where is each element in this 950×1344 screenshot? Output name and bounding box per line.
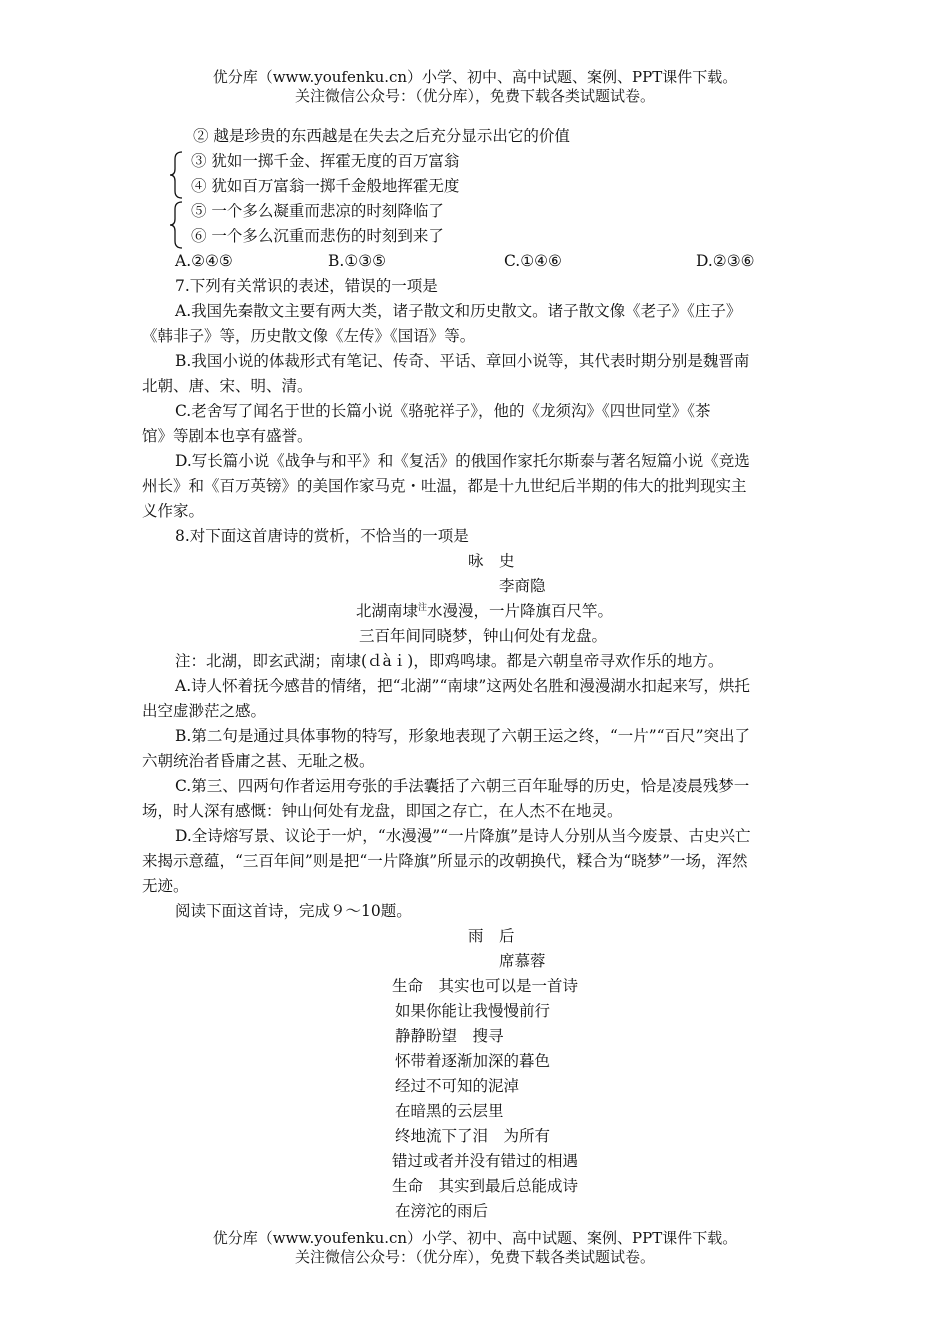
q7-option-a-cont: 《韩非子》等，历史散文像《左传》《国语》等。: [142, 327, 476, 345]
header-line-2: 关注微信公众号：（优分库），免费下载各类试题试卷。: [294, 87, 655, 105]
q6-option-b: B.①③⑤: [328, 252, 387, 270]
q6-sentence-4: ④ 犹如百万富翁一掷千金般地挥霍无度: [191, 177, 460, 195]
q6-option-c: C.①④⑥: [504, 252, 562, 270]
q6-sentence-6: ⑥ 一个多么沉重而悲伤的时刻到来了: [191, 227, 444, 245]
reading-intro: 阅读下面这首诗，完成９～10题。: [175, 902, 412, 920]
poem-line-1: [356, 601, 613, 621]
q8-option-a-cont: 出空虚渺茫之感。: [142, 702, 267, 720]
q7-option-d-cont: 州长》和《百万英镑》的美国作家马克・吐温，都是十九世纪后半期的伟大的批判现实主: [142, 477, 747, 495]
header-line-1: 优分库（www.youfenku.cn）小学、初中、高中试题、案例、PPT课件下载。: [212, 68, 738, 86]
poem-line-1-part-b: 水漫漫，一片降旗百尺竿。: [427, 602, 614, 620]
q8-stem: 8.对下面这首唐诗的赏析，不恰当的一项是: [175, 527, 469, 545]
reading-poem-line: 如果你能让我慢慢前行: [395, 1002, 551, 1020]
q7-option-a: A.我国先秦散文主要有两大类，诸子散文和历史散文。诸子散文像《老子》《庄子》: [175, 302, 742, 320]
page-header: [0, 68, 950, 106]
reading-poem-line: 经过不可知的泥淖: [395, 1077, 520, 1095]
q8-option-c: C.第三、四两句作者运用夸张的手法囊括了六朝三百年耻辱的历史，恰是凌晨残梦一: [175, 777, 750, 795]
q8-option-d-cont2: 无迹。: [142, 877, 189, 895]
q8-option-c-cont: 场，时人深有感慨：钟山何处有龙盘，即国之存亡，在人杰不在地灵。: [142, 802, 623, 820]
poem-line-1-part-a: 北湖南埭: [356, 602, 419, 620]
q7-option-c: C.老舍写了闻名于世的长篇小说《骆驼祥子》，他的《龙须沟》《四世同堂》《茶: [175, 402, 711, 420]
reading-poem-line: 终地流下了泪 为所有: [395, 1127, 551, 1145]
q7-option-c-cont: 馆》等剧本也享有盛誉。: [142, 427, 313, 445]
q7-option-b: B.我国小说的体裁形式有笔记、传奇、平话、章回小说等，其代表时期分别是魏晋南: [175, 352, 750, 370]
q6-sentence-5: ⑤ 一个多么凝重而悲凉的时刻降临了: [191, 202, 444, 220]
q8-option-d-cont: 来揭示意蕴，“三百年间”则是把“一片降旗”所显示的改朝换代，糅合为“晓梦”一场，浑然: [142, 852, 748, 870]
q6-sentence-3: ③ 犹如一掷千金、挥霍无度的百万富翁: [191, 152, 460, 170]
q8-option-b: B.第二句是通过具体事物的特写，形象地表现了六朝王运之终，“一片”“百尺”突出了: [175, 727, 751, 745]
q7-option-d: D.写长篇小说《战争与和平》和《复活》的俄国作家托尔斯泰与著名短篇小说《竞选: [175, 452, 750, 470]
reading-poem-line: 生命 其实也可以是一首诗: [392, 977, 579, 995]
poem-line-2: 三百年间同晓梦，钟山何处有龙盘。: [359, 627, 608, 645]
q6-sentence-2: ② 越是珍贵的东西越是在失去之后充分显示出它的价值: [193, 127, 570, 145]
brace-icon: [170, 201, 184, 249]
q8-option-b-cont: 六朝统治者昏庸之甚、无耻之极。: [142, 752, 375, 770]
reading-poem-line: 怀带着逐渐加深的暮色: [395, 1052, 551, 1070]
q8-option-d: D.全诗熔写景、议论于一炉，“水漫漫”“一片降旗”是诗人分别从当今废景、古史兴亡: [175, 827, 751, 845]
reading-poem-line: 在滂沱的雨后: [395, 1202, 489, 1220]
q7-option-b-cont: 北朝、唐、宋、明、清。: [142, 377, 313, 395]
footnote-marker: 注: [418, 602, 428, 613]
reading-poem-author: 席慕蓉: [499, 952, 546, 970]
poem-author: 李商隐: [499, 577, 546, 595]
reading-poem-title: 雨 后: [468, 927, 515, 945]
poem-title: 咏 史: [468, 552, 515, 570]
q6-option-d: D.②③⑥: [696, 252, 755, 270]
reading-poem-line: 在暗黑的云层里: [395, 1102, 504, 1120]
reading-poem-line: 生命 其实到最后总能成诗: [392, 1177, 579, 1195]
q7-stem: 7.下列有关常识的表述，错误的一项是: [175, 277, 438, 295]
brace-icon: [170, 151, 184, 199]
poem-note: 注：北湖，即玄武湖；南埭(ｄàｉ)，即鸡鸣埭。都是六朝皇帝寻欢作乐的地方。: [175, 652, 724, 670]
q8-option-a: A.诗人怀着抚今感昔的情绪，把“北湖”“南埭”这两处名胜和漫漫湖水扣起来写，烘托: [175, 677, 750, 695]
footer-line-1: 优分库（www.youfenku.cn）小学、初中、高中试题、案例、PPT课件下载。: [212, 1229, 738, 1247]
reading-poem-line: 静静盼望 搜寻: [395, 1027, 504, 1045]
footer-line-2: 关注微信公众号：（优分库），免费下载各类试题试卷。: [294, 1248, 655, 1266]
q6-option-a: A.②④⑤: [175, 252, 233, 270]
page-footer: [0, 1229, 950, 1267]
q7-option-d-cont2: 义作家。: [142, 502, 205, 520]
reading-poem-line: 错过或者并没有错过的相遇: [392, 1152, 579, 1170]
